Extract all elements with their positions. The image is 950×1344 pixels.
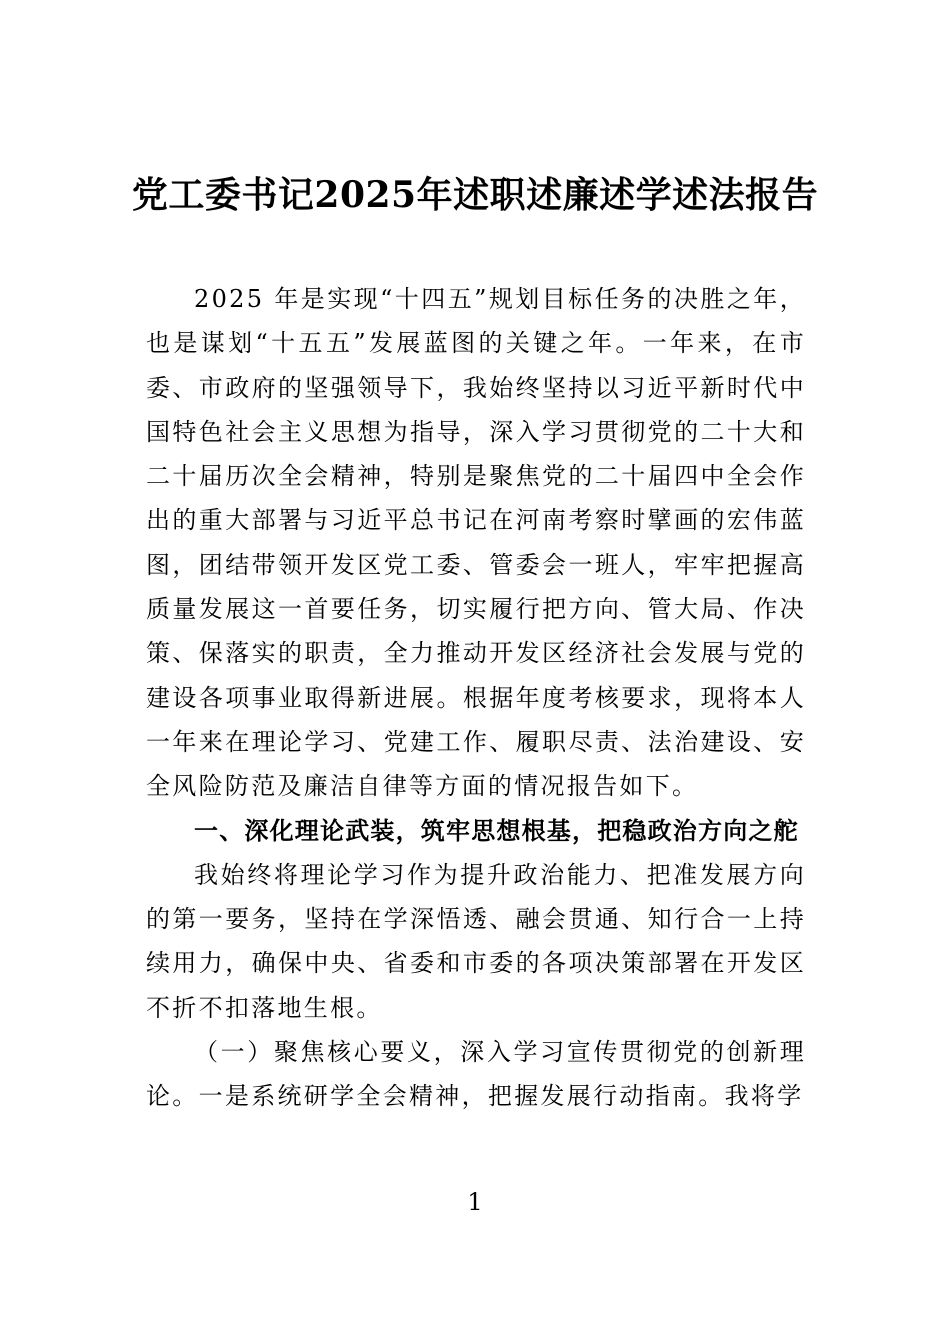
intro-paragraph: 2025 年是实现“十四五”规划目标任务的决胜之年，也是谋划“十五五”发展蓝图的关键之年。一年来，在市委、市政府的坚强领导下，我始终坚持以习近平新时代中国特色社会主义思想为指导，深入学习贯彻党的二十大和二十届历次全会精神，特别是聚焦党的二十届四中全会作出的重大部署与习近平总书记在河南考察时擘画的宏伟蓝图，团结带领开发区党工委、管委会一班人，牢牢把握高质量发展这一首要任务，切实履行把方向、管大局、作决策、保落实的职责，全力推动开发区经济社会发展与党的建设各项事业取得新进展。根据年度考核要求，现将本人一年来在理论学习、党建工作、履职尽责、法治建设、安全风险防范及廉洁自律等方面的情况报告如下。 [146,285,806,801]
subsection-1-paragraph: （一）聚焦核心要义，深入学习宣传贯彻党的创新理论。一是系统研学全会精神，把握发展行动指南。我将学 [146,1038,806,1111]
page-number: 1 [467,1188,483,1216]
section-heading-1: 一、深化理论武装，筑牢思想根基，把稳政治方向之舵 [194,816,799,845]
section-1-paragraph: 我始终将理论学习作为提升政治能力、把准发展方向的第一要务，坚持在学深悟透、融会贯通、知行合一上持续用力，确保中央、省委和市委的各项决策部署在开发区不折不扣落地生根。 [146,860,806,1022]
document-body [146,277,806,1119]
document-title: 党工委书记2025年述职述廉述学述法报告 [131,174,819,216]
